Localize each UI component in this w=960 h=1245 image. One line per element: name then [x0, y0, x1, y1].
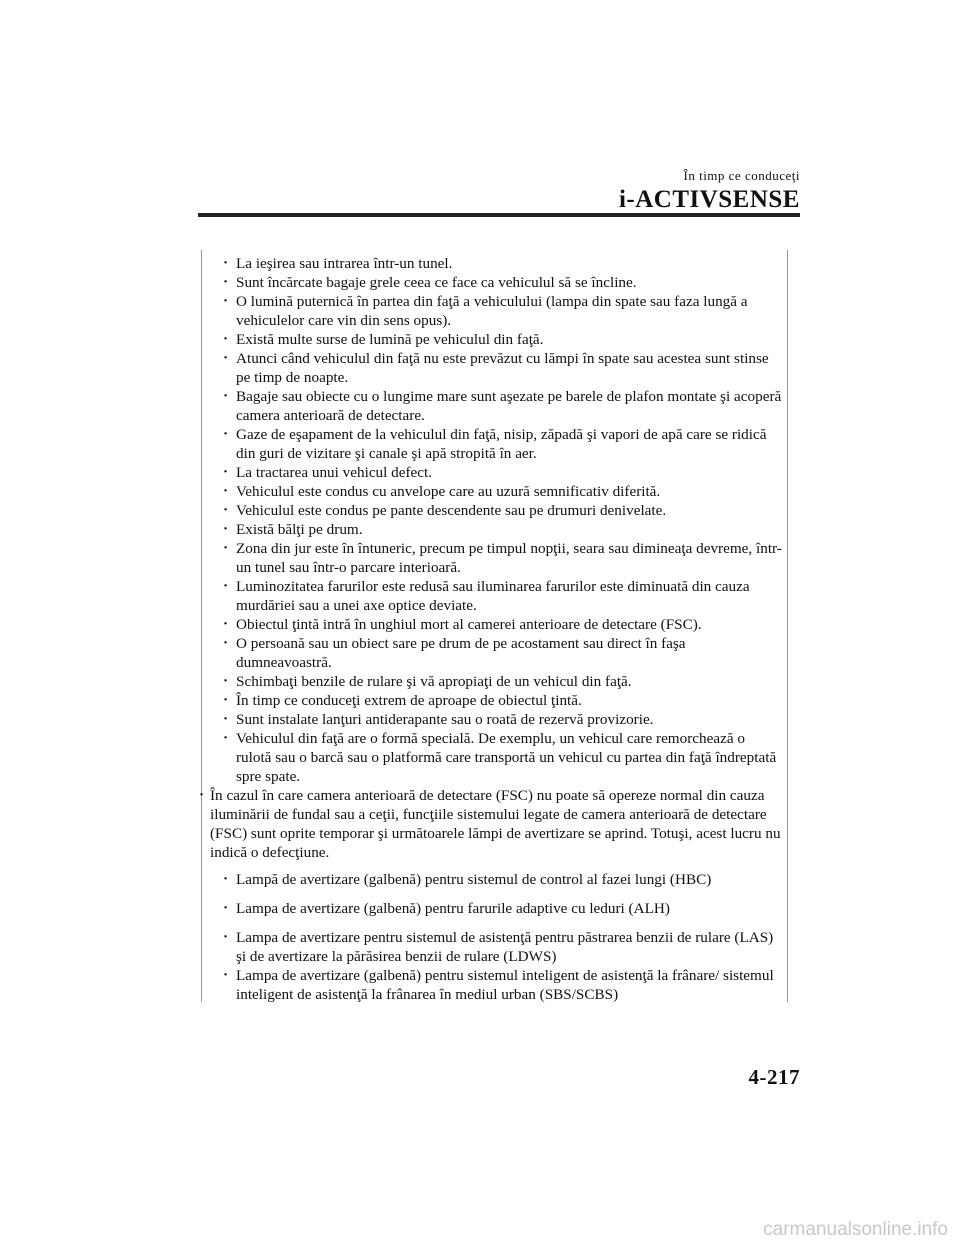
chapter-title: i-ACTIVSENSE — [618, 186, 800, 213]
right-margin-line — [787, 250, 788, 1002]
running-header — [619, 168, 800, 214]
list-item: · Bagaje sau obiecte cu o lungime mare sunt aşezate pe barele de plafon montate şi acoperă camera anterioară de detectare. — [218, 387, 784, 425]
list-item: · Există multe surse de lumină pe vehiculul din faţă. — [218, 330, 784, 349]
list-item: · Obiectul ţintă intră în unghiul mort al camerei anterioare de detectare (FSC). — [218, 615, 784, 634]
list-item: · Lampa de avertizare (galbenă) pentru sistemul inteligent de asistenţă la frânare/ sistemul inteligent de asistenţă la frânarea în mediul urban (SBS/SCBS) — [218, 966, 784, 1004]
list-item: · La tractarea unui vehicul defect. — [218, 463, 784, 482]
section-title: În timp ce conduceţi — [683, 168, 800, 183]
list-item: · În timp ce conduceţi extrem de aproape de obiectul ţintă. — [218, 691, 784, 710]
left-margin-line — [201, 250, 202, 1002]
list-item: · Gaze de eşapament de la vehiculul din faţă, nisip, zăpadă şi vapori de apă care se ridică din guri de vizitare şi canale şi apă stropită în aer. — [218, 425, 784, 463]
list-item: · O lumină puternică în partea din faţă a vehiculului (lampa din spate sau faza lungă a vehiculelor care vin din sens opus). — [218, 292, 784, 330]
list-item: · Vehiculul din faţă are o formă specială. De exemplu, un vehicul care remorchează o rulotă sau o barcă sau o platformă care transportă un vehicul cu partea din faţă îndreptată spre spate. — [218, 729, 784, 786]
list-item: · O persoană sau un obiect sare pe drum de pe acostament sau direct în faşa dumneavoastră. — [218, 634, 784, 672]
list-item: · Zona din jur este în întuneric, precum pe timpul nopţii, seara sau dimineaţa devreme, într-un tunel sau într-o parcare interioară. — [218, 539, 784, 577]
list-item: · Schimbaţi benzile de rulare şi vă apropiaţi de un vehicul din faţă. — [218, 672, 784, 691]
main-note-list — [210, 786, 784, 862]
page-content — [210, 254, 784, 1004]
watermark: carmanualsonline.info — [763, 1219, 948, 1240]
list-item: · La ieşirea sau intrarea într-un tunel. — [218, 254, 784, 273]
list-item: · Sunt instalate lanţuri antiderapante sau o roată de rezervă provizorie. — [218, 710, 784, 729]
warning-lamps-list — [218, 870, 784, 1004]
list-item: · Atunci când vehiculul din faţă nu este prevăzut cu lămpi în spate sau acestea sunt stinse pe timp de noapte. — [218, 349, 784, 387]
main-note: · În cazul în care camera anterioară de detectare (FSC) nu poate să opereze normal din cauza iluminării de fundal sau a ceţii, funcţiile sistemului legate de camera anterioară de detectare (FSC) sunt oprite temporar şi următoarele lămpi de avertizare se aprind. Totuşi, acest lucru nu indică o defecţiune. — [205, 786, 784, 862]
list-item: · Lampa de avertizare (galbenă) pentru farurile adaptive cu leduri (ALH) — [218, 899, 784, 918]
list-item: · Există bălţi pe drum. — [218, 520, 784, 539]
list-item: · Lampa de avertizare pentru sistemul de asistenţă pentru păstrarea benzii de rulare (LAS) şi de avertizare la părăsirea benzii de rulare (LDWS) — [218, 928, 784, 966]
list-item: · Sunt încărcate bagaje grele ceea ce face ca vehiculul să se încline. — [218, 273, 784, 292]
list-item: · Luminozitatea farurilor este redusă sau iluminarea farurilor este diminuată din cauza murdăriei sau a unei axe optice deviate. — [218, 577, 784, 615]
page-number: 4-217 — [748, 1065, 800, 1089]
list-item: · Vehiculul este condus cu anvelope care au uzură semnificativ diferită. — [218, 482, 784, 501]
conditions-list — [218, 254, 784, 786]
header-rule — [198, 213, 800, 217]
list-item: · Vehiculul este condus pe pante descendente sau pe drumuri denivelate. — [218, 501, 784, 520]
list-item: · Lampă de avertizare (galbenă) pentru sistemul de control al fazei lungi (HBC) — [218, 870, 784, 889]
